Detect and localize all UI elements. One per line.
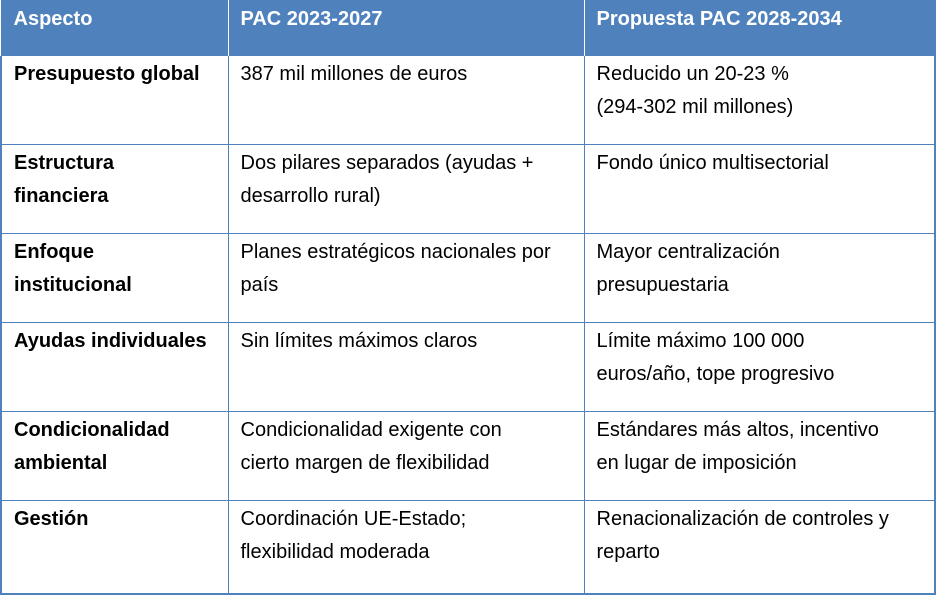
cell-text: Límite máximo 100 000 euros/año, tope progresivo [596, 330, 835, 385]
table-row [1, 412, 935, 501]
cell-text: Dos pilares separados (ayudas + desarrollo rural) [240, 152, 534, 207]
row-proposal-cell [584, 412, 935, 501]
cell-text: Coordinación UE-Estado; flexibilidad moderada [240, 508, 467, 563]
row-aspect-cell [1, 412, 228, 501]
cell-text: Sin límites máximos claros [240, 330, 478, 352]
cell-text: Gestión [14, 508, 89, 530]
row-aspect-cell [1, 234, 228, 323]
table-row [1, 501, 935, 594]
row-proposal-cell [584, 145, 935, 234]
cell-text: Planes estratégicos nacionales por país [240, 241, 551, 296]
table-body [1, 56, 935, 594]
row-aspect-cell [1, 501, 228, 594]
table-row [1, 323, 935, 412]
cell-text: Fondo único multisectorial [596, 152, 829, 174]
cell-text: Renacionalización de controles y reparto [596, 508, 889, 563]
row-proposal-cell [584, 56, 935, 145]
cell-text: 387 mil millones de euros [240, 62, 468, 85]
table-row [1, 145, 935, 234]
row-aspect-cell [1, 56, 228, 145]
cell-text: Presupuesto global [14, 62, 200, 85]
cell-text: Reducido un 20-23 % (294-302 mil millones) [596, 62, 794, 118]
cell-text: Enfoque institucional [14, 241, 132, 296]
table-row [1, 234, 935, 323]
row-aspect-cell [1, 145, 228, 234]
row-current-cell [228, 501, 584, 594]
cell-text: Estándares más altos, incentivo en lugar de imposición [596, 419, 879, 474]
row-proposal-cell [584, 323, 935, 412]
row-current-cell [228, 234, 584, 323]
cell-text: Mayor centralización presupuestaria [596, 241, 780, 296]
row-current-cell [228, 323, 584, 412]
header-pac-2023-2027: PAC 2023-2027 [228, 1, 584, 56]
row-aspect-cell [1, 323, 228, 412]
cell-text: Condicionalidad exigente con cierto margen de flexibilidad [240, 419, 502, 474]
row-proposal-cell [584, 234, 935, 323]
cell-text: Estructura financiera [14, 152, 115, 207]
row-proposal-cell [584, 501, 935, 594]
cell-text: Ayudas individuales [14, 330, 207, 352]
header-aspecto: Aspecto [1, 1, 228, 56]
cell-text: Condicionalidad ambiental [14, 419, 170, 474]
row-current-cell [228, 56, 584, 145]
table-header [1, 1, 935, 56]
table-row [1, 56, 935, 145]
header-row [1, 1, 935, 56]
row-current-cell [228, 145, 584, 234]
header-propuesta-pac-2028-2034: Propuesta PAC 2028-2034 [584, 1, 935, 56]
row-current-cell [228, 412, 584, 501]
